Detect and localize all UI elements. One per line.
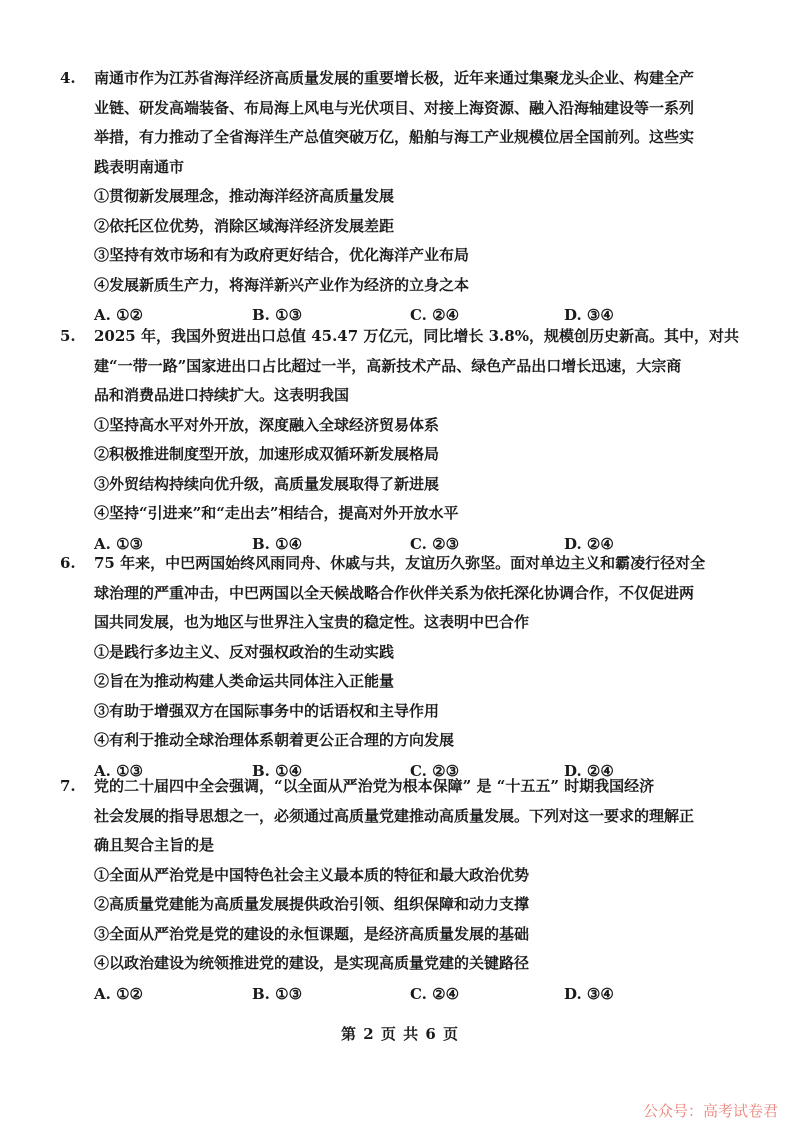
statement-option: ①坚持高水平对外开放，深度融入全球经济贸易体系 bbox=[94, 415, 440, 434]
question-stem-line: 2025 年，我国外贸进出口总值 45.47 万亿元，同比增长 3.8%，规模创历史新高。其中，对共 bbox=[94, 327, 739, 345]
question-number: 4. bbox=[60, 69, 76, 87]
statement-option: ③坚持有效市场和有为政府更好结合，优化海洋产业布局 bbox=[94, 246, 470, 264]
choice-b: B. ①③ bbox=[252, 306, 303, 324]
statement-option: ③有助于增强双方在国际事务中的话语权和主导作用 bbox=[94, 701, 440, 720]
question-stem-line: 确且契合主旨的是 bbox=[94, 836, 215, 854]
statement-option: ①是践行多边主义、反对强权政治的生动实践 bbox=[94, 642, 395, 661]
statement-option: ②高质量党建能为高质量发展提供政治引领、组织保障和动力支撑 bbox=[94, 895, 530, 913]
choice-c: C. ②③ bbox=[410, 761, 460, 780]
statement-option: ②依托区位优势，消除区域海洋经济发展差距 bbox=[94, 216, 395, 235]
question-stem-line: 党的二十届四中全会强调，“以全面从严治党为根本保障” 是 “十五五” 时期我国经济 bbox=[94, 777, 655, 795]
question-stem-line: 南通市作为江苏省海洋经济高质量发展的重要增长极，近年来通过集聚龙头企业、构建全产 bbox=[94, 69, 695, 87]
question-stem-line: 球治理的严重冲击，中巴两国以全天候战略合作伙伴关系为依托深化协调合作，不仅促进两 bbox=[94, 583, 695, 602]
choice-b: B. ①④ bbox=[252, 761, 303, 780]
question-stem-line: 品和消费品进口持续扩大。这表明我国 bbox=[94, 386, 350, 404]
question-stem-line: 建“一带一路”国家进出口占比超过一半，高新技术产品、绿色产品出口增长迅速，大宗商 bbox=[94, 356, 682, 375]
watermark: 公众号：高考试卷君 bbox=[642, 1102, 778, 1120]
question-stem-line: 75 年来，中巴两国始终风雨同舟、休戚与共，友谊历久弥坚。面对单边主义和霸凌行径对全 bbox=[94, 554, 706, 572]
statement-option: ①全面从严治党是中国特色社会主义最本质的特征和最大政治优势 bbox=[94, 865, 530, 884]
statement-option: ④以政治建设为统领推进党的建设，是实现高质量党建的关键路径 bbox=[94, 954, 530, 972]
choice-d: D. ③④ bbox=[564, 306, 614, 324]
choice-d: D. ②④ bbox=[564, 761, 614, 780]
choice-a: A. ①② bbox=[94, 984, 143, 1003]
question-stem-line: 践表明南通市 bbox=[94, 157, 185, 176]
statement-option: ②积极推进制度型开放，加速形成双循环新发展格局 bbox=[94, 445, 440, 463]
question-stem-line: 举措，有力推动了全省海洋生产总值突破万亿，船舶与海工产业规模位居全国前列。这些实 bbox=[94, 128, 695, 146]
statement-option: ④有利于推动全球治理体系朝着更公正合理的方向发展 bbox=[94, 731, 455, 749]
choice-a: A. ①③ bbox=[94, 534, 143, 553]
statement-option: ④坚持“引进来”和“走出去”相结合，提高对外开放水平 bbox=[94, 504, 459, 522]
choice-c: C. ②④ bbox=[410, 306, 460, 324]
question-4 bbox=[60, 64, 750, 330]
choice-a: A. ①② bbox=[94, 306, 143, 324]
question-stem-line: 业链、研发高端装备、布局海上风电与光伏项目、对接上海资源、融入沿海轴建设等一系列 bbox=[94, 98, 695, 117]
choice-d: D. ②④ bbox=[564, 534, 614, 553]
question-stem-line: 国共同发展，也为地区与世界注入宝贵的稳定性。这表明中巴合作 bbox=[94, 613, 530, 631]
question-number: 6. bbox=[60, 554, 76, 572]
page-number-footer: 第 2 页 共 6 页 bbox=[341, 1025, 459, 1043]
question-7 bbox=[60, 772, 750, 1009]
choice-c: C. ②③ bbox=[410, 534, 460, 553]
answer-choices bbox=[94, 979, 750, 1009]
statement-option: ④发展新质生产力，将海洋新兴产业作为经济的立身之本 bbox=[94, 275, 470, 294]
choice-c: C. ②④ bbox=[410, 984, 460, 1003]
question-5 bbox=[60, 322, 750, 559]
choice-b: B. ①③ bbox=[252, 984, 303, 1003]
choice-d: D. ③④ bbox=[564, 984, 614, 1003]
question-6 bbox=[60, 549, 750, 786]
choice-a: A. ①③ bbox=[94, 761, 143, 780]
choice-b: B. ①④ bbox=[252, 534, 303, 553]
statement-option: ①贯彻新发展理念，推动海洋经济高质量发展 bbox=[94, 187, 395, 205]
question-number: 7. bbox=[60, 777, 76, 795]
statement-option: ③外贸结构持续向优升级，高质量发展取得了新进展 bbox=[94, 474, 440, 493]
question-stem-line: 社会发展的指导思想之一，必须通过高质量党建推动高质量发展。下列对这一要求的理解正 bbox=[94, 806, 695, 825]
question-number: 5. bbox=[60, 327, 76, 345]
statement-option: ②旨在为推动构建人类命运共同体注入正能量 bbox=[94, 672, 395, 690]
statement-option: ③全面从严治党是党的建设的永恒课题，是经济高质量发展的基础 bbox=[94, 924, 530, 943]
